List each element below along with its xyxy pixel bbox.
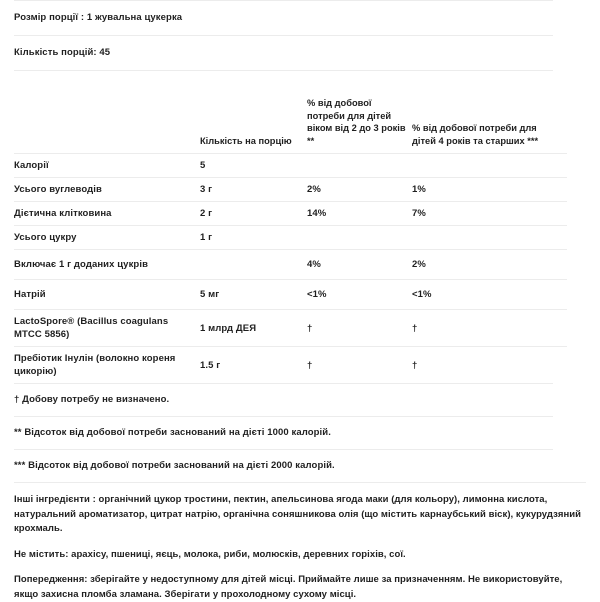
- other-ingredients-paragraph: Інші інгредієнти : органічний цукор тростини, пектин, апельсинова ягода маки (для кольору), лимонна кислота, натуральний ароматизатор, цитрат натрію, органічна соняшникова олія (що містить карнаубський віск), кукурудзяний крохмаль.: [14, 494, 582, 534]
- nutrient-amount: 1 г: [200, 226, 307, 250]
- nutrient-name: Включає 1 г доданих цукрів: [14, 250, 200, 280]
- nutrient-name: Дієтична клітковина: [14, 202, 200, 226]
- nutrient-dv-4-plus: [412, 226, 567, 250]
- bottom-text-block: [0, 483, 600, 602]
- nutrient-name: Калорії: [14, 154, 200, 178]
- nutrient-dv-4-plus: 7%: [412, 202, 567, 226]
- nutrient-dv-2-3: 4%: [307, 250, 412, 280]
- table-row: [14, 347, 567, 384]
- nutrient-dv-4-plus: †: [412, 310, 567, 347]
- nutrient-name: Усього вуглеводів: [14, 178, 200, 202]
- nutrient-name: Натрій: [14, 280, 200, 310]
- allergen-free-paragraph: Не містить: арахісу, пшениці, яєць, молока, риби, молюсків, деревних горіхів, сої.: [14, 548, 406, 560]
- nutrient-amount: 3 г: [200, 178, 307, 202]
- footnote-double-asterisk: ** Відсоток від добової потреби заснований на дієті 1000 калорій.: [14, 427, 331, 438]
- servings-per-container-row: Кількість порцій: 45: [14, 47, 111, 58]
- nutrient-dv-2-3: †: [307, 347, 412, 384]
- supplement-facts-table: [14, 71, 567, 383]
- table-header: [14, 71, 567, 154]
- nutrient-name: Пребіотик Інулін (волокно кореня цикорію): [14, 347, 200, 384]
- nutrient-dv-4-plus: †: [412, 347, 567, 384]
- table-row: [14, 310, 567, 347]
- nutrient-name: Усього цукру: [14, 226, 200, 250]
- column-header-amount-per-serving: Кількість на порцію: [200, 135, 292, 146]
- nutrient-amount: 5 мг: [200, 280, 307, 310]
- nutrient-dv-2-3: †: [307, 310, 412, 347]
- nutrient-dv-2-3: [307, 154, 412, 178]
- nutrient-amount: [200, 250, 307, 280]
- nutrient-dv-4-plus: 1%: [412, 178, 567, 202]
- table-row: [14, 154, 567, 178]
- table-row: [14, 178, 567, 202]
- column-header-dv-children-2-3: % від добової потреби для дітей віком від 2 до 3 років **: [307, 98, 406, 146]
- serving-size-row: Розмір порції : 1 жувальна цукерка: [14, 12, 183, 23]
- table-row: [14, 202, 567, 226]
- nutrient-dv-4-plus: <1%: [412, 280, 567, 310]
- nutrient-amount: 1 млрд ДЕЯ: [200, 310, 307, 347]
- column-header-nutrient: [14, 71, 200, 154]
- warning-paragraph: Попередження: зберігайте у недоступному для дітей місці. Приймайте лише за призначенням. Не використовуйте, якщо захисна пломба зламана. Зберігати у прохолодному сухому місці.: [14, 574, 563, 600]
- column-header-dv-children-4-plus: % від добової потреби для дітей 4 років та старших ***: [412, 123, 539, 146]
- table-row: [14, 226, 567, 250]
- nutrient-name: LactoSpore® (Bacillus coagulans MTCC 5856): [14, 310, 200, 347]
- nutrient-dv-4-plus: 2%: [412, 250, 567, 280]
- table-header-row: [14, 71, 567, 154]
- footnote-triple-asterisk: *** Відсоток від добової потреби заснований на дієті 2000 калорій.: [14, 460, 335, 471]
- footnote-dagger: † Добову потребу не визначено.: [14, 394, 170, 405]
- table-row: [14, 280, 567, 310]
- nutrient-dv-2-3: 2%: [307, 178, 412, 202]
- nutrient-dv-2-3: [307, 226, 412, 250]
- nutrient-amount: 1.5 г: [200, 347, 307, 384]
- table-body: [14, 154, 567, 384]
- nutrient-dv-2-3: <1%: [307, 280, 412, 310]
- nutrient-amount: 2 г: [200, 202, 307, 226]
- nutrient-amount: 5: [200, 154, 307, 178]
- nutrient-dv-4-plus: [412, 154, 567, 178]
- nutrient-dv-2-3: 14%: [307, 202, 412, 226]
- table-row: [14, 250, 567, 280]
